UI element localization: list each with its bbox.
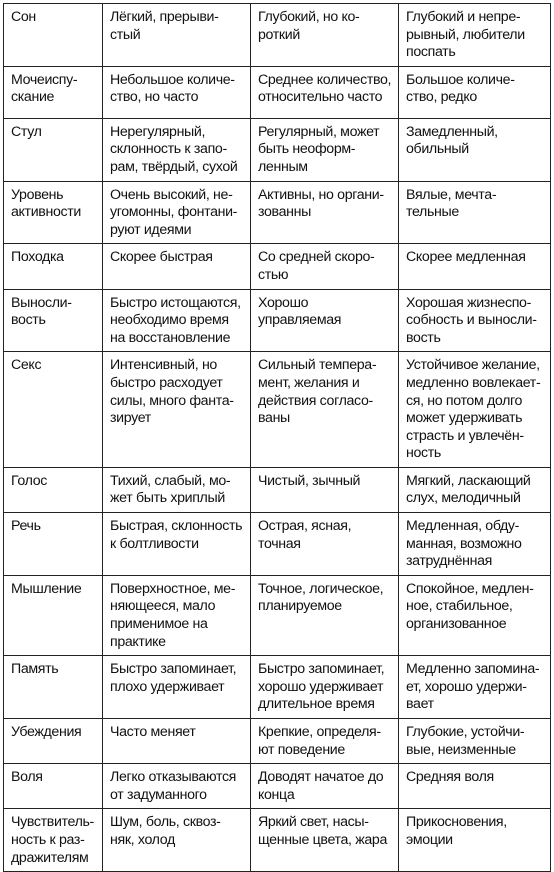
table-row: [4, 656, 551, 719]
column-1-cell: Быстро истощаются, необходимо время на восстановление: [103, 289, 251, 352]
table-row: [4, 809, 551, 872]
column-3-cell: Вялые, мечта- тельные: [399, 181, 551, 244]
column-1-cell: Скорее быстрая: [103, 244, 251, 289]
column-2-cell: Крепкие, определя- ют поведение: [251, 719, 399, 764]
row-label-cell: Воля: [4, 764, 103, 809]
row-label-cell: Речь: [4, 513, 103, 576]
table-row: [4, 513, 551, 576]
column-3-cell: Средняя воля: [399, 764, 551, 809]
table-row: [4, 467, 551, 512]
column-3-cell: Спокойное, медлен- ное, стабильное, организованное: [399, 575, 551, 655]
column-1-cell: Часто меняет: [103, 719, 251, 764]
column-1-cell: Легко отказываются от задуманного: [103, 764, 251, 809]
column-3-cell: Хорошая жизнеспо- собность и выносли- вость: [399, 289, 551, 352]
column-1-cell: Быстро запоминает, плохо удерживает: [103, 656, 251, 719]
row-label-cell: Сон: [4, 4, 103, 67]
table-row: [4, 244, 551, 289]
table-row: [4, 118, 551, 181]
column-1-cell: Шум, боль, сквоз- няк, холод: [103, 809, 251, 872]
column-2-cell: Со средней скоро- стью: [251, 244, 399, 289]
table-row: [4, 66, 551, 118]
row-label-cell: Мышление: [4, 575, 103, 655]
column-2-cell: Быстро запоминает, хорошо удерживает длительное время: [251, 656, 399, 719]
column-2-cell: Активны, но органи- зованны: [251, 181, 399, 244]
row-label-cell: Чувствитель- ность к раз- дражителям: [4, 809, 103, 872]
column-3-cell: Скорее медленная: [399, 244, 551, 289]
column-2-cell: Точное, логическое, планируемое: [251, 575, 399, 655]
column-2-cell: Сильный темпера- мент, желания и действия согласо- ваны: [251, 352, 399, 468]
row-label-cell: Уровень активности: [4, 181, 103, 244]
column-1-cell: Интенсивный, но быстро расходует силы, много фанта- зирует: [103, 352, 251, 468]
column-2-cell: Чистый, зычный: [251, 467, 399, 512]
table-body: [4, 4, 551, 872]
column-1-cell: Нерегулярный, склонность к запо- рам, твёрдый, сухой: [103, 118, 251, 181]
column-1-cell: Тихий, слабый, мо- жет быть хриплый: [103, 467, 251, 512]
column-1-cell: Быстрая, склонность к болтливости: [103, 513, 251, 576]
column-2-cell: Доводят начатое до конца: [251, 764, 399, 809]
column-3-cell: Глубокие, устойчи- вые, неизменные: [399, 719, 551, 764]
row-label-cell: Стул: [4, 118, 103, 181]
row-label-cell: Мочеиспу- скание: [4, 66, 103, 118]
column-3-cell: Большое количе- ство, редко: [399, 66, 551, 118]
column-1-cell: Поверхностное, ме- няющееся, мало применимое на практике: [103, 575, 251, 655]
row-label-cell: Выносли- вость: [4, 289, 103, 352]
column-3-cell: Глубокий и непре- рывный, любители поспать: [399, 4, 551, 67]
column-3-cell: Устойчивое желание, медленно вовлекает- ся, но потом долго может удерживать страсть и увлечён- ность: [399, 352, 551, 468]
column-3-cell: Мягкий, ласкающий слух, мелодичный: [399, 467, 551, 512]
table-row: [4, 181, 551, 244]
row-label-cell: Память: [4, 656, 103, 719]
column-2-cell: Острая, ясная, точная: [251, 513, 399, 576]
table-row: [4, 4, 551, 67]
row-label-cell: Походка: [4, 244, 103, 289]
table-row: [4, 575, 551, 655]
table-row: [4, 352, 551, 468]
column-2-cell: Яркий свет, насы- щенные цвета, жара: [251, 809, 399, 872]
column-3-cell: Замедленный, обильный: [399, 118, 551, 181]
column-3-cell: Медленная, обду- манная, возможно затруднённая: [399, 513, 551, 576]
column-2-cell: Среднее количество, относительно часто: [251, 66, 399, 118]
column-2-cell: Регулярный, может быть неоформ- ленным: [251, 118, 399, 181]
row-label-cell: Голос: [4, 467, 103, 512]
column-2-cell: Хорошо управляемая: [251, 289, 399, 352]
table-row: [4, 719, 551, 764]
column-1-cell: Небольшое количе- ство, но часто: [103, 66, 251, 118]
column-1-cell: Очень высокий, не- угомонны, фонтани- руют идеями: [103, 181, 251, 244]
dosha-characteristics-table: [3, 3, 551, 872]
row-label-cell: Убеждения: [4, 719, 103, 764]
column-1-cell: Лёгкий, прерыви- стый: [103, 4, 251, 67]
column-3-cell: Прикосновения, эмоции: [399, 809, 551, 872]
table-row: [4, 764, 551, 809]
table-row: [4, 289, 551, 352]
column-2-cell: Глубокий, но ко- роткий: [251, 4, 399, 67]
row-label-cell: Секс: [4, 352, 103, 468]
column-3-cell: Медленно запомина- ет, хорошо удержи- вает: [399, 656, 551, 719]
